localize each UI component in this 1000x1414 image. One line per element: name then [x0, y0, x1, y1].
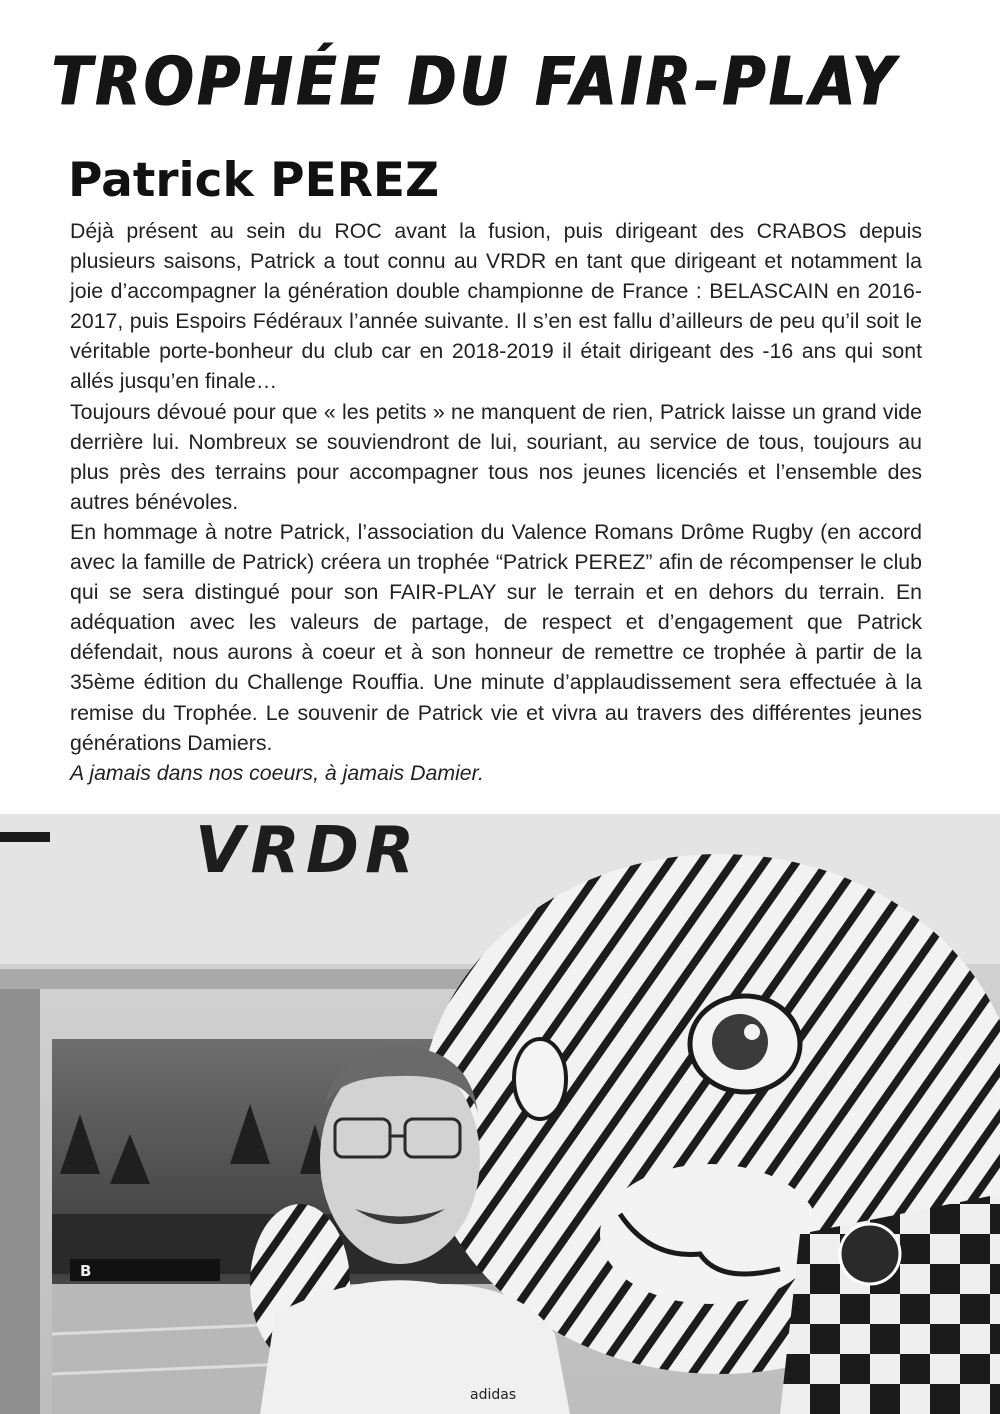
- club-badge: [840, 1224, 900, 1284]
- article-signoff: A jamais dans nos coeurs, à jamais Damier.: [70, 760, 484, 785]
- tiger-muzzle: [600, 1164, 820, 1304]
- photo-illustration: [0, 814, 1000, 1414]
- tribute-photo: [0, 814, 1000, 1414]
- article-paragraph-3: En hommage à notre Patrick, l’association du Valence Romans Drôme Rugby (en accord avec la famille de Patrick) créera un trophée “Patrick PEREZ” afin de récompenser le club qui se sera distingué pour son FAIR-PLAY sur le terrain et en dehors du terrain. En adéquation avec les valeurs de partage, de respect et d’engagement que Patrick défendait, nous aurons à coeur et à son honneur de remettre ce trophée à partir de la 35ème édition du Challenge Rouffia. Une minute d’applaudissement sera effectuée à la remise du Trophée. Le souvenir de Patrick vie et vivra au travers des différentes jeunes générations Damiers.: [70, 519, 922, 755]
- tiger-pupil-right: [712, 1014, 768, 1070]
- article-paragraph-2: Toujours dévoué pour que « les petits » ne manquent de rien, Patrick laisse un grand vide derrière lui. Nombreux se souviendront de lui, souriant, au service de tous, toujours au plus près des terrains pour accompagner tous nos jeunes licenciés et l’ensemble des autres bénévoles.: [70, 399, 922, 514]
- window-frame-left: [0, 989, 40, 1414]
- article-body: [70, 216, 922, 788]
- pitch-board: [70, 1259, 220, 1281]
- banner-logo-text: VRDR: [195, 814, 421, 888]
- article-paragraph-1: Déjà présent au sein du ROC avant la fusion, puis dirigeant des CRABOS depuis plusieurs saisons, Patrick a tout connu au VRDR en tant que dirigeant et notamment la joie d’accompagner la génération double championne de France : BELASCAIN en 2016-2017, puis Espoirs Fédéraux l’année suivante. Il s’en est fallu d’ailleurs de peu qu’il soit le véritable porte-bonheur du club car en 2018-2019 il était dirigeant des -16 ans qui sont allés jusqu’en finale…: [70, 219, 922, 394]
- shirt-brand-text: adidas: [470, 1387, 517, 1403]
- page-title: TROPHÉE DU FAIR-PLAY: [52, 42, 899, 121]
- person-name: Patrick PEREZ: [68, 153, 440, 208]
- tiger-eye-highlight: [744, 1024, 760, 1040]
- banner-dash: [0, 832, 50, 842]
- tiger-eye-left: [514, 1039, 566, 1119]
- pitch-board-text: B: [80, 1262, 92, 1280]
